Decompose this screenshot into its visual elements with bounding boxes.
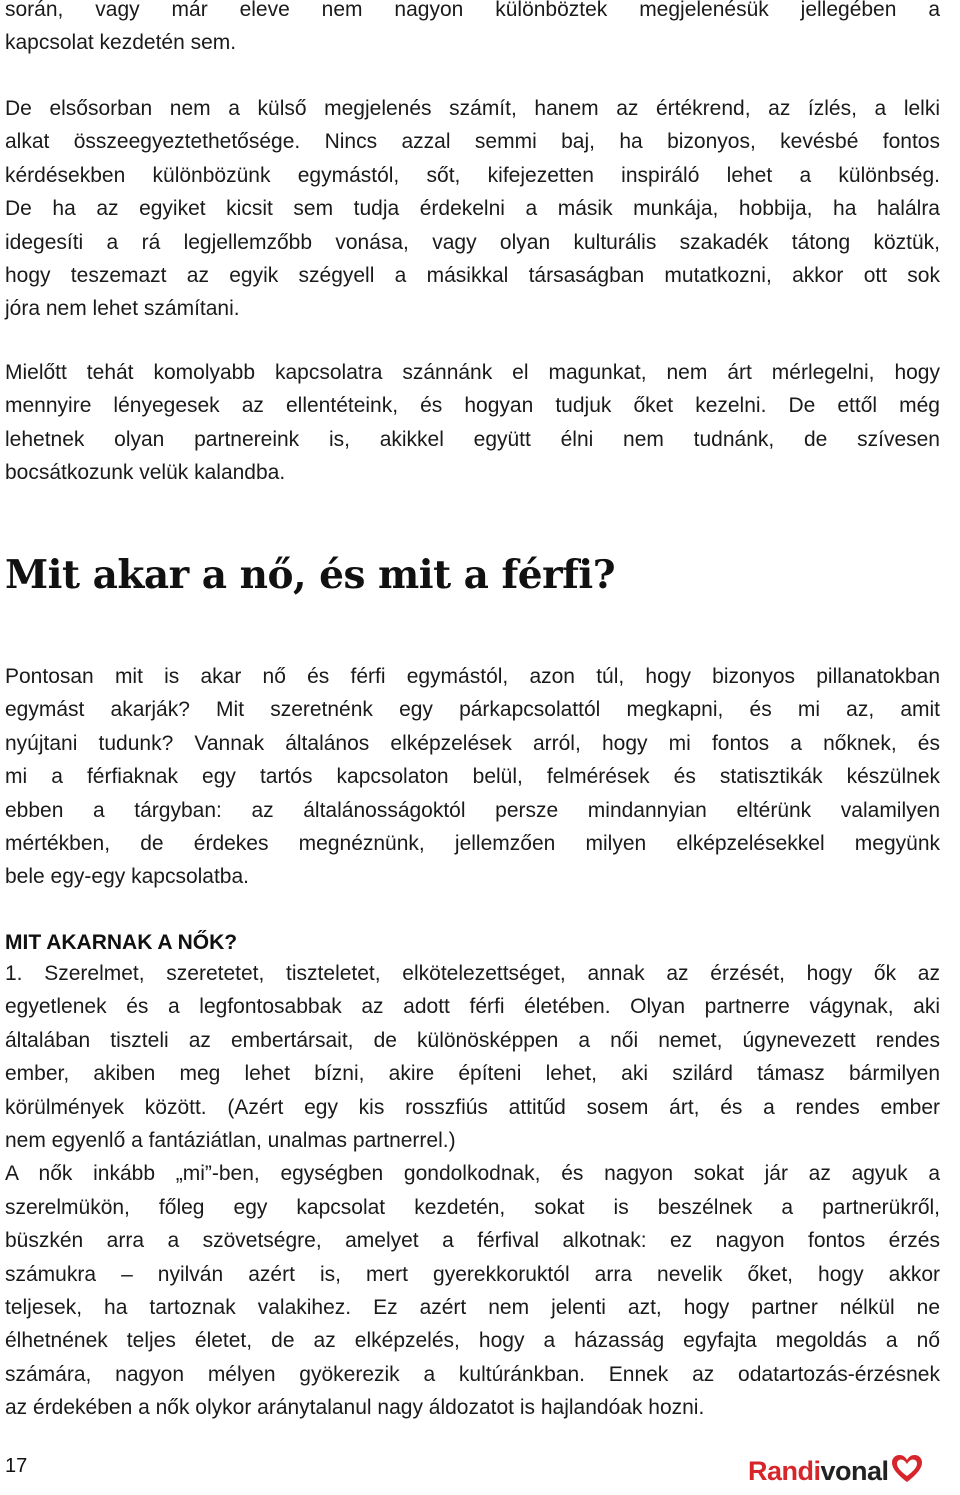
logo-text-part2: vonal [820, 1455, 889, 1486]
text-line: De ha az egyiket kicsit sem tudja érdekelni a másik munkája, hobbija, ha halálra [5, 197, 940, 221]
text-line: Mielőtt tehát komolyabb kapcsolatra szánnánk el magunkat, nem árt mérlegelni, hogy [5, 361, 940, 384]
text-line: kérdésekben különbözünk egymástól, sőt, kifejezetten inspiráló lehet a különbség. [5, 163, 940, 187]
section-heading: Mit akar a nő, és mit a férfi? [5, 552, 616, 598]
text-line: az érdekében a nők olykor aránytalanul nagy áldozatot is hajlandóak hozni. [5, 1396, 705, 1420]
paragraph-intro [5, 660, 940, 894]
text-line: egymást akarják? Mit szeretnénk egy párkapcsolattól megkapni, és mi az, amit [5, 698, 940, 722]
text-line: ebben a tárgyban: az általánosságoktól persze mindannyian eltérünk valamilyen [5, 798, 940, 822]
text-line: ember, akiben meg lehet bízni, akire építeni lehet, aki szilárd támasz bármilyen [5, 1062, 940, 1086]
text-line: nem egyenlő a fantáziátlan, unalmas partnerrel.) [5, 1129, 456, 1153]
text-line: teljesek, ha tartoznak valakihez. Ez azért nem jelenti azt, hogy partner nélkül ne [5, 1296, 940, 1320]
text-line: nyújtani tudunk? Vannak általános elképzelések arról, hogy mi fontos a nőknek, és [5, 731, 940, 755]
page-number: 17 [5, 1455, 28, 1477]
text-line: Pontosan mit is akar nő és férfi egymástól, azon túl, hogy bizonyos pillanatokban [5, 665, 940, 688]
text-line: alkat összeegyeztethetősége. Nincs azzal semmi baj, ha bizonyos, kevésbé fontos [5, 130, 940, 154]
text-line: mértékben, de érdekes megnéznünk, jellemzően milyen elképzelésekkel megyünk [5, 832, 940, 856]
text-line: idegesíti a rá legjellemzőbb vonása, vagy olyan kulturális szakadék tátong köztük, [5, 230, 940, 254]
text-line: élhetnének teljes életet, de az elképzelés, hogy a házasság egyfajta megoldás a nő [5, 1329, 940, 1353]
subheading: MIT AKARNAK A NŐK? [5, 931, 238, 954]
text-line: bele egy-egy kapcsolatba. [5, 865, 249, 889]
text-line: számukra – nyilván azért is, mert gyerekkoruktól arra nevelik őket, hogy akkor [5, 1262, 940, 1286]
paragraph-women-wants [5, 957, 940, 1425]
text-line: kapcsolat kezdetén sem. [5, 31, 237, 55]
text-line: szerelmükön, főleg egy kapcsolat kezdetén, sokat is beszélnek a partnerükről, [5, 1195, 940, 1219]
text-line: egyetlenek és a legfontosabbak az adott férfi életében. Olyan partnerre vágynak, aki [5, 995, 940, 1019]
text-line: során, vagy már eleve nem nagyon különböztek megjelenésük jellegében a [5, 0, 940, 21]
text-line: bocsátkozunk velük kalandba. [5, 461, 286, 485]
randivonal-logo [748, 1452, 923, 1490]
text-line: lehetnek olyan partnereink is, akikkel együtt élni nem tudnánk, de szívesen [5, 427, 940, 451]
text-line: 1. Szerelmet, szeretetet, tiszteletet, elkötelezettséget, annak az érzését, hogy ők az [5, 962, 940, 985]
text-line: általában tiszteli az embertársait, de különösképpen a női nemet, úgynevezett rendes [5, 1028, 940, 1052]
text-line: De elsősorban nem a külső megjelenés számít, hanem az értékrend, az ízlés, a lelki [5, 97, 940, 120]
text-line: mi a férfiaknak egy tartós kapcsolaton belül, felmérések és statisztikák készülnek [5, 765, 940, 789]
logo-text-part1: Randi [748, 1455, 821, 1486]
text-line: számára, nagyon mélyen gyökerezik a kultúránkban. Ennek az odatartozás-érzésnek [5, 1362, 940, 1386]
text-line: hogy teszemazt az egyik szégyell a másikkal társaságban mutatkozni, akkor ott sok [5, 264, 940, 288]
text-line: mennyire lényegesek az ellentéteink, és hogyan tudjuk őket kezelni. De ettől még [5, 394, 940, 418]
paragraph-relationship [5, 356, 940, 490]
paragraph-values [5, 92, 940, 326]
text-line: jóra nem lehet számítani. [5, 297, 240, 321]
paragraph-continuation [5, 0, 940, 60]
text-line: büszkén arra a szövetségre, amelyet a férfival alkotnak: ez nagyon fontos érzés [5, 1229, 940, 1253]
heart-icon [891, 1454, 923, 1489]
text-line: A nők inkább „mi”-ben, egységben gondolkodnak, és nagyon sokat jár az agyuk a [5, 1162, 940, 1186]
text-line: körülmények között. (Azért egy kis rosszfiús attitűd sosem árt, és a rendes ember [5, 1095, 940, 1119]
